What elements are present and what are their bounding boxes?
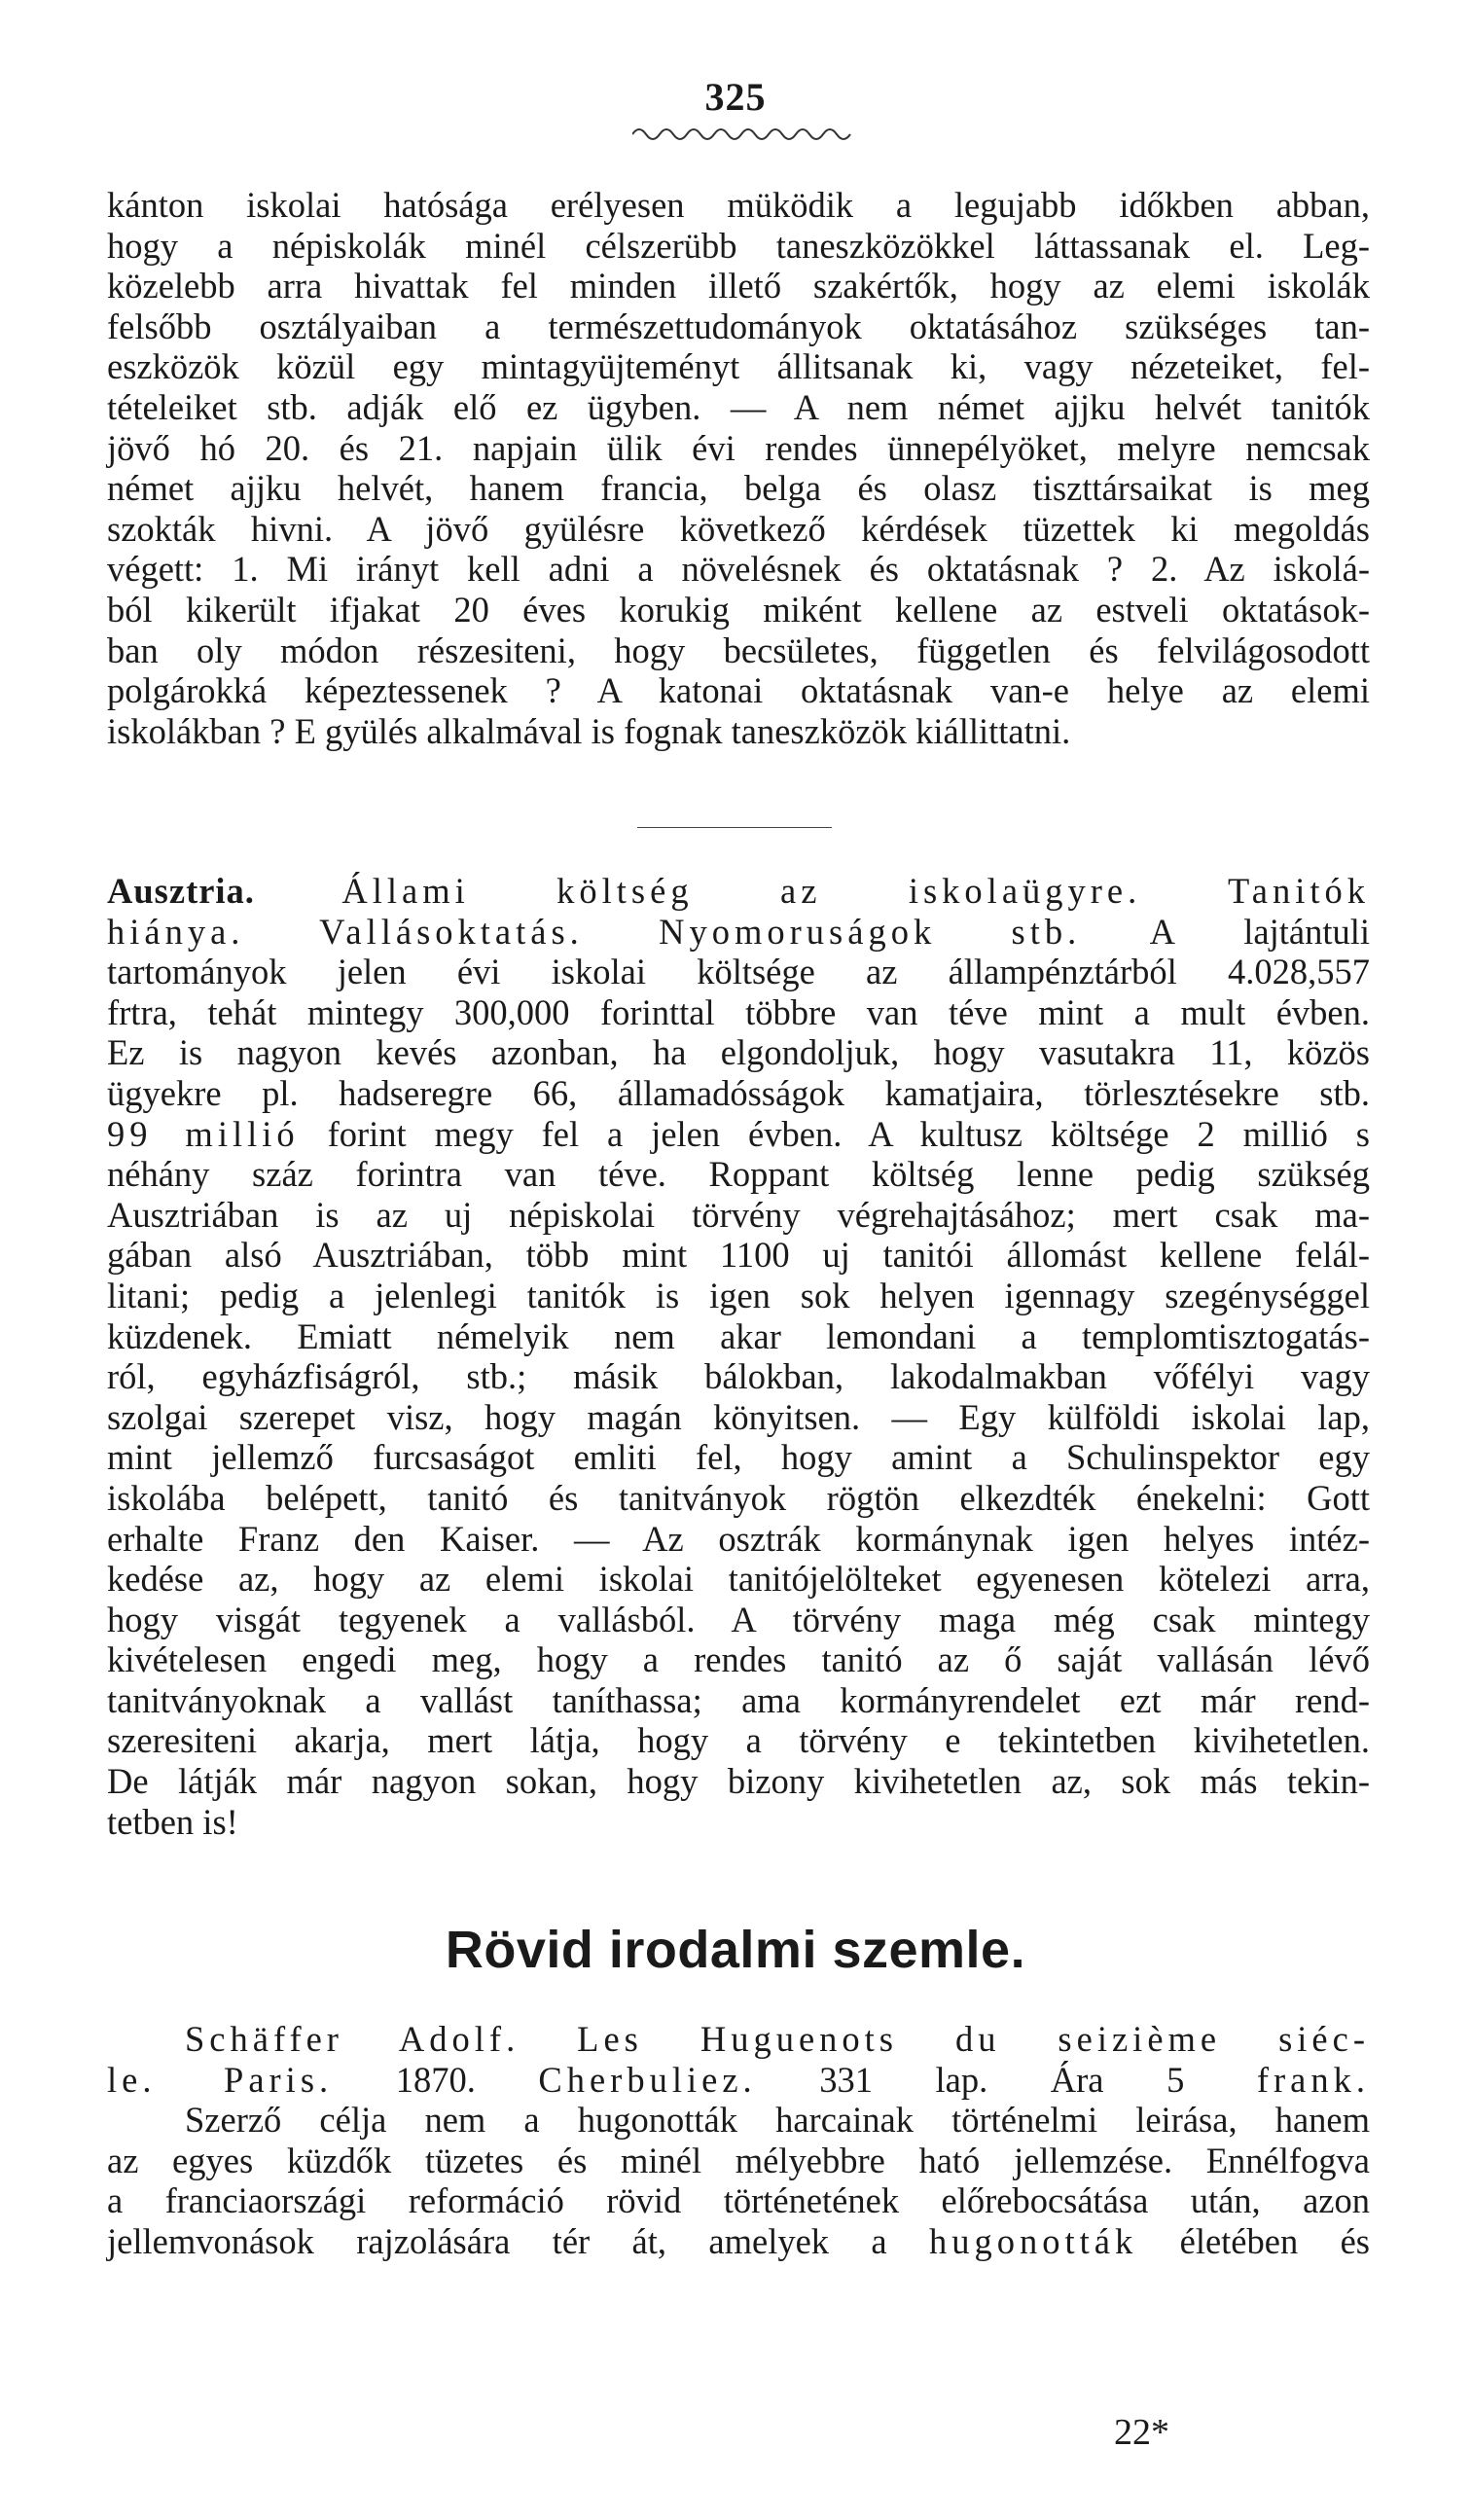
- text-line: ügyekre pl. hadseregre 66, államadósságok kamatjaira, törlesztésekre stb.: [107, 1072, 1370, 1113]
- text-line: Szerző célja nem a hugonották harcainak történelmi leirása, hanem: [185, 2100, 1370, 2141]
- citation-place: le. Paris.: [107, 2059, 334, 2100]
- text-line: végett: 1. Mi irányt kell adni a növelésnek és oktatásnak ? 2. Az iskolá-: [107, 549, 1370, 590]
- text-line: hogy a népiskolák minél célszerübb taneszközökkel láttassanak el. Leg-: [107, 225, 1370, 266]
- text-line: De látják már nagyon sokan, hogy bizony kivihetetlen az, sok más tekin-: [107, 1761, 1370, 1802]
- text-line: ban oly módon részesiteni, hogy becsületes, független és felvilágosodott: [107, 630, 1370, 670]
- text-line: tanitványoknak a vallást taníthassa; ama kormányrendelet ezt már rend-: [107, 1679, 1370, 1720]
- text-line: ról, egyházfiságról, stb.; másik bálokban, lakodalmakban vőfélyi vagy: [107, 1356, 1370, 1397]
- paragraph-review: [107, 2019, 1370, 2262]
- text-line: polgárokká képeztessenek ? A katonai oktatásnak van-e helye az elemi: [107, 670, 1370, 711]
- review-heading: Rövid irodalmi szemle.: [445, 1921, 1026, 1979]
- section-divider: [637, 827, 832, 828]
- text-line: tetben is!: [107, 1801, 238, 1842]
- text-line: kivételesen engedi meg, hogy a rendes tanitó az ő saját vallásán lévő: [107, 1639, 1370, 1680]
- text-line: iskolába belépett, tanitó és tanitványok rögtön elkezdték énekelni: Gott: [107, 1477, 1370, 1518]
- section-topic: hiánya. Vallásoktatás. Nyomoruságok stb.: [107, 911, 1082, 952]
- text-line: gában alsó Ausztriában, több mint 1100 uj tanitói állomást kellene felál-: [107, 1235, 1370, 1276]
- text-line: az egyes küzdők tüzetes és minél mélyebbre ható jellemzése. Ennélfogva: [107, 2140, 1370, 2180]
- text-line: szeresiteni akarja, mert látja, hogy a törvény e tekintetben kivihetetlen.: [107, 1720, 1370, 1761]
- text-line: iskolákban ? E gyülés alkalmával is fognak taneszközök kiállittatni.: [107, 710, 1071, 751]
- text-line: a franciaországi reformáció rövid történetének előrebocsátása után, azon: [107, 2180, 1370, 2221]
- citation-publisher: Cherbuliez.: [538, 2059, 757, 2100]
- citation-line: [107, 2060, 1370, 2101]
- text-line: szokták hivni. A jövő gyülésre következő kérdések tüzettek ki megoldás: [107, 508, 1370, 549]
- text-line: tételeiket stb. adják elő ez ügyben. — A nem német ajjku helvét tanitók: [107, 386, 1370, 427]
- emphasis-text: 99 millió: [107, 1113, 300, 1154]
- text-line: kedése az, hogy az elemi iskolai tanitójelölteket egyenesen kötelezi arra,: [107, 1559, 1370, 1600]
- citation-price: 5 frank.: [1166, 2059, 1371, 2100]
- text-line: [107, 2221, 1370, 2262]
- text-line: közelebb arra hivattak fel minden illető szakértők, hogy az elemi iskolák: [107, 266, 1370, 306]
- signature-mark: 22*: [1114, 2412, 1169, 2453]
- citation-pages: 331 lap. Ára: [756, 2059, 1167, 2100]
- emphasis-text: hugonották: [929, 2220, 1138, 2261]
- text-line: szolgai szerepet visz, hogy magán könyitsen. — Egy külföldi iskolai lap,: [107, 1396, 1370, 1437]
- text-line: Ausztriában is az uj népiskolai törvény végrehajtásához; mert csak ma-: [107, 1194, 1370, 1235]
- text-line: hogy visgát tegyenek a vallásból. A törvény maga még csak mintegy: [107, 1599, 1370, 1639]
- text-line: frtra, tehát mintegy 300,000 forinttal többre van téve mint a mult évben.: [107, 991, 1370, 1032]
- text-line: küzdenek. Emiatt némelyik nem akar lemondani a templomtisztogatás-: [107, 1315, 1370, 1356]
- text-line: [107, 871, 1370, 912]
- text-line: felsőbb osztályaiban a természettudományok oktatásához szükséges tan-: [107, 306, 1370, 346]
- text-line: kánton iskolai hatósága erélyesen müködik a legujabb időkben abban,: [107, 185, 1370, 225]
- text-line: tartományok jelen évi iskolai költsége az állampénztárból 4.028,557: [107, 952, 1370, 992]
- page-number: 325: [704, 75, 767, 119]
- text-line: [107, 912, 1370, 953]
- text-line: litani; pedig a jelenlegi tanitók is igen sok helyen igennagy szegénységgel: [107, 1275, 1370, 1315]
- text-run: forint megy fel a jelen évben. A kultusz költsége 2 millió s: [299, 1113, 1370, 1154]
- text-line: [107, 1114, 1370, 1155]
- paragraph-austria: [107, 871, 1370, 1842]
- text-run: jellemvonások rajzolására tér át, amelyek a: [107, 2220, 929, 2261]
- wavy-ornament: [632, 123, 856, 142]
- text-run: A lajtántuli: [1081, 911, 1371, 952]
- text-line: jövő hó 20. és 21. napjain ülik évi rendes ünnepélyöket, melyre nemcsak: [107, 427, 1370, 468]
- text-run: életében és: [1137, 2220, 1370, 2261]
- paragraph-switzerland: [107, 185, 1370, 751]
- text-line: ból kikerült ifjakat 20 éves korukig miként kellene az estveli oktatások-: [107, 589, 1370, 630]
- text-line: Ez is nagyon kevés azonban, ha elgondoljuk, hogy vasutakra 11, közös: [107, 1032, 1370, 1073]
- text-line: erhalte Franz den Kaiser. — Az osztrák kormánynak igen helyes intéz-: [107, 1518, 1370, 1559]
- citation-line: Schäffer Adolf. Les Huguenots du seizième siéc-: [185, 2019, 1370, 2059]
- text-line: német ajjku helvét, hanem francia, belga és olasz tiszttársaikat is meg: [107, 468, 1370, 509]
- section-topic: Állami költség az iskolaügyre. Tanitók: [254, 871, 1370, 911]
- text-line: mint jellemző furcsaságot emliti fel, hogy amint a Schulinspektor egy: [107, 1437, 1370, 1478]
- text-line: eszközök közül egy mintagyüjteményt állitsanak ki, vagy nézeteiket, fel-: [107, 346, 1370, 387]
- text-line: néhány száz forintra van téve. Roppant költség lenne pedig szükség: [107, 1154, 1370, 1195]
- citation-year: 1870.: [333, 2059, 539, 2100]
- section-lead: Ausztria.: [107, 871, 255, 911]
